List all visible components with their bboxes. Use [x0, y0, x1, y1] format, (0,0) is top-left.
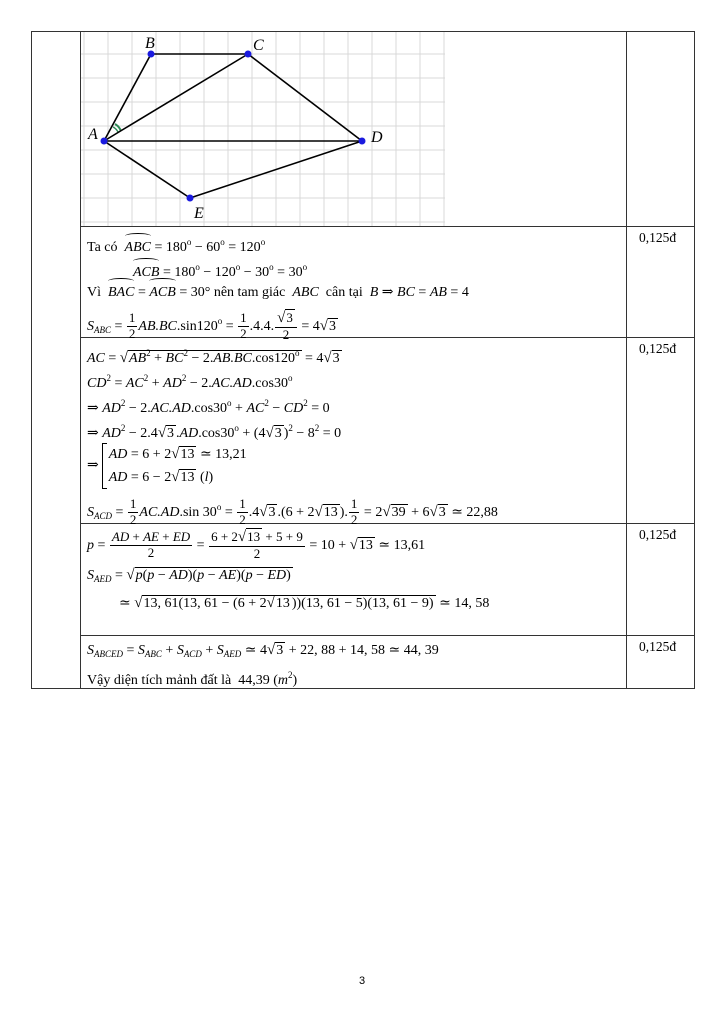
row-2-score: 0,125đ	[627, 338, 695, 524]
vertex-C	[245, 51, 252, 58]
row-4-line-1: $S_{ABCED} = S_{ABC} + S_{ACD} + S_{AED}$ ≃ 4√3 + 22, 88 + 14, 58 ≃ 44, 39	[87, 642, 439, 659]
row-4-score: 0,125đ	[627, 636, 695, 689]
solution-table	[31, 31, 695, 689]
row-2-line-6: $S_{ACD}$ = $\frac{1}{2}$ AC.AD.sin $30^o$ = $\frac{1}{2}$ .4√3 .(6 + 2√13 ). $\frac{1}{2}$ = 2√39 + 6√3 ≃ 22,88	[87, 496, 498, 528]
area-value: 44,39	[238, 673, 270, 688]
vertex-E	[187, 195, 194, 202]
row-3-score: 0,125đ	[627, 524, 695, 636]
label-B: B	[145, 35, 155, 52]
label-C: C	[253, 37, 264, 54]
label-E: E	[194, 205, 204, 222]
row-2-line-1: AC = $√AB^2 + BC^2 - 2.AB.BC.\cos 120^o = 4√3$	[87, 348, 340, 366]
row-4-content	[81, 636, 627, 689]
vertex-D	[359, 138, 366, 145]
row-1-line-2: ACB = $180^o - 120^o - 30^o = 30^o$	[81, 255, 626, 280]
row-1-line-3: Vì BAC = ACB = 30° nên tam giác ABC cân tại B ⇒ BC = AB = 4	[81, 280, 626, 305]
case-1: AD = 6 + 2√13 ≃ 13,21	[108, 445, 247, 462]
page-number: 3	[358, 975, 366, 987]
row-1-line-1: Ta có ABC = $180^o - 60^o = 120^o$	[81, 230, 626, 255]
row-2-content	[81, 338, 627, 528]
row-2-line-4: ⇒ $AD^2 - 2.4√3$ $.AD.\cos 30^o + (4√3$ )$^2 - 8^2 = 0$	[87, 423, 342, 441]
row-3-line-2: $S_{AED} = √p(p - AD)(p - AE)(p - ED)$	[87, 567, 291, 584]
row-2-line-3: ⇒ $AD^2 - 2.AC.AD.\cos 30^o + AC^2 - CD^2 = 0$	[87, 398, 330, 416]
label-D: D	[371, 129, 383, 146]
row-2-line-5: ⇒ AD = 6 + 2√13 ≃ 13,21 AD = 6 − 2√13 (l)	[81, 441, 626, 491]
row-2-line-2: $CD^2 = AC^2 + AD^2 - 2.AC.AD.\cos 30^o$	[87, 373, 293, 391]
geometry-figure	[81, 32, 626, 226]
row-4-line-2: Vậy diện tích mảnh đất là 44,39 $(m^2)$	[87, 670, 298, 688]
grid	[81, 32, 445, 226]
angle-arc-A-inner	[113, 127, 118, 132]
vertex-A	[101, 138, 108, 145]
row-1-content	[81, 227, 627, 343]
case-bracket	[102, 443, 247, 489]
row-1-score: 0,125đ	[627, 227, 695, 338]
row-3-line-1: p = $\frac{AD + AE + ED}{2}$ = $\frac{6 + 2√13 + 5 + 9}{2}$ = 10 + √13 ≃ 13,61	[87, 529, 426, 562]
figure-cell	[81, 32, 627, 227]
row-1-line-4: $S_{ABC}$ = $\frac{1}{2}$ $AB.BC.\sin 120^o$ = $\frac{1}{2}$ .4.4. $\frac{√3}{2}$ = 4√3	[87, 310, 337, 343]
row-3-line-3: ≃ √13, 61(13, 61 − (6 + 2√13 ))(13, 61 − 5)(13, 61 − 9) ≃ 14, 58	[119, 595, 490, 611]
row-3-content	[81, 524, 627, 636]
empty-column	[32, 32, 81, 689]
label-A: A	[88, 126, 98, 143]
figure-score-cell	[627, 32, 695, 227]
case-2: AD = 6 − 2√13 (l)	[108, 468, 214, 485]
